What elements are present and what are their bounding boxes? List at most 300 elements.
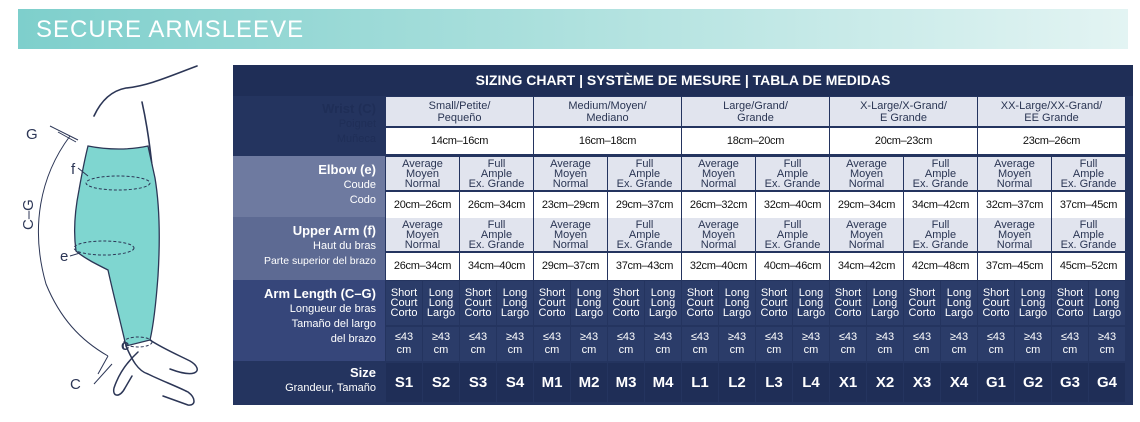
upper-arm-fit-header-line: Normal [848,238,885,251]
arm-length-range-line: ≤43 [1060,331,1080,343]
upper-arm-label-es: Parte superior del brazo [263,255,376,267]
c-tick [98,356,108,374]
upper-arm-fit-header-line: Moyen [849,228,884,241]
arm-length-type-line: Largo [722,307,752,319]
arm-length-range-line: cm [1062,344,1078,356]
arm-length-type-line: Largo [574,307,604,319]
wrist-size-group-name-line: Pequeño [437,111,482,124]
arm-length-type-line: Short [538,287,566,299]
arm-length-range-line: cm [951,344,967,356]
arm-length-type-line: Long [1094,297,1120,309]
arm-length-range [867,327,903,361]
upper-arm-fit-header-line: Moyen [553,228,588,241]
thumb-outline [114,352,138,395]
c-small-label: c [121,337,130,354]
arm-length-range-line: ≥43 [949,331,969,343]
size-code: X2 [867,363,903,402]
elbow-fit-header-line: Moyen [701,167,736,180]
arm-length-type-line: Corto [464,307,492,319]
arm-length-range [423,327,459,361]
size-code: S4 [497,363,533,402]
elbow-range: 29cm–37cm [608,192,681,218]
elbow-fit-header-line: Normal [996,177,1033,190]
arm-length-type-line: Long [428,287,454,299]
arm-length-type [830,281,866,325]
upper-arm-fit-header-line: Ample [480,228,513,241]
sizing-chart [233,65,1133,405]
elbow-range: 32cm–40cm [756,192,829,218]
elbow-range: 34cm–42cm [904,192,977,218]
arm-length-type [978,281,1014,325]
arm-length-range-line: ≤43 [838,331,858,343]
elbow-fit-header-line: Normal [848,177,885,190]
upper-arm-fit-header-line: Ex. Grande [912,238,969,251]
elbow-range: 23cm–29cm [534,192,607,218]
arm-length-type-line: Long [872,297,898,309]
arm-length-type-line: Corto [686,307,714,319]
size-code: L2 [719,363,755,402]
size-code: L3 [756,363,792,402]
elbow-fit-header-line: Full [931,157,950,170]
elbow-fit-header-line: Full [1079,157,1098,170]
size-code: M4 [645,363,681,402]
size-code: M3 [608,363,644,402]
cg-label: C–G [20,199,37,230]
arm-length-type [719,281,755,325]
upper-arm-fit-header-line: Ex. Grande [616,238,673,251]
elbow-fit-header-line: Moyen [997,167,1032,180]
elbow-fit-header-line: Moyen [553,167,588,180]
arm-length-range [534,327,570,361]
elbow-range: 37cm–45cm [1052,192,1125,218]
wrist-size-group-name-line: Small/Petite/ [428,99,491,112]
arm-length-type-line: Court [390,297,418,309]
upper-arm-fit-header-line: Average [994,218,1035,231]
arm-length-range-line: cm [470,344,486,356]
elbow-fit-header-line: Full [783,157,802,170]
elbow-fit-header-line: Ex. Grande [616,177,673,190]
chart-title: SIZING CHART | SYSTÈME DE MESURE | TABLA DE MEDIDAS [233,65,1133,96]
arm-length-type-line: Corto [908,307,936,319]
arm-length-type-line: Long [872,287,898,299]
elbow-fit-header [608,157,681,190]
arm-length-range-line: ≥43 [579,331,599,343]
arm-length-type-line: Largo [944,307,974,319]
arm-length-range [571,327,607,361]
wrist-range: 14cm–16cm [386,128,533,154]
wrist-size-group-name [682,97,829,126]
upper-arm-fit-header [756,218,829,251]
arm-length-range-line: ≤43 [542,331,562,343]
arm-length-range [1089,327,1125,361]
elbow-fit-header-line: Ample [628,167,661,180]
arm-length-type-line: Largo [1092,307,1122,319]
c-leader [94,364,112,384]
size-code: G2 [1015,363,1051,402]
arm-length-range-line: ≤43 [468,331,488,343]
shoulder-outline [94,66,197,116]
arm-length-label-es: Tamaño del largo [291,318,376,330]
arm-length-type-line: Long [798,287,824,299]
arm-length-range-line: cm [1025,344,1041,356]
wrist-size-group-name [534,97,681,126]
upper-arm-range: 34cm–40cm [460,253,533,280]
arm-length-type [460,281,496,325]
size-code: L1 [682,363,718,402]
upper-arm-fit-header [460,218,533,251]
arm-length-type-line: Court [834,297,862,309]
arm-length-range [978,327,1014,361]
wrist-label [233,101,383,147]
size-code: S2 [423,363,459,402]
upper-arm-fit-header [534,218,607,251]
wrist-size-group-name-line: X-Large/X-Grand/ [860,99,947,112]
size-code: X3 [904,363,940,402]
upper-arm-range: 26cm–34cm [386,253,459,280]
arm-length-type [1015,281,1051,325]
wrist-label-fr: Poignet [338,118,376,130]
arm-length-range [497,327,533,361]
wrist-label-es: Muñeca [336,133,376,145]
e-leader [70,253,80,256]
size-label-main: Size [349,365,376,380]
upper-arm-range: 29cm–37cm [534,253,607,280]
elbow-fit-header-line: Average [550,157,591,170]
arm-length-type-line: Short [834,287,862,299]
arm-length-type-line: Court [760,297,788,309]
elbow-fit-header-line: Ample [924,167,957,180]
arm-length-range [830,327,866,361]
arm-length-type [941,281,977,325]
arm-length-type-line: Short [390,287,418,299]
wrist-range: 18cm–20cm [682,128,829,154]
upper-arm-range: 37cm–43cm [608,253,681,280]
upper-arm-fit-header-line: Normal [700,238,737,251]
arm-length-range [1015,327,1051,361]
arm-length-label-es-2: del brazo [330,333,376,345]
arm-length-range-line: cm [618,344,634,356]
elbow-label [233,162,383,208]
arm-length-range [682,327,718,361]
arm-length-type [645,281,681,325]
upper-arm-fit-header-line: Ex. Grande [764,238,821,251]
arm-length-type [534,281,570,325]
elbow-fit-header [904,157,977,190]
upper-arm-fit-header [608,218,681,251]
arm-length-type-line: Largo [648,307,678,319]
wrist-range: 16cm–18cm [534,128,681,154]
upper-arm-fit-header-line: Full [487,218,506,231]
size-code: S1 [386,363,422,402]
arm-length-type-line: Long [650,287,676,299]
upper-arm-fit-header-line: Full [1079,218,1098,231]
elbow-range: 26cm–32cm [682,192,755,218]
wrist-range: 23cm–26cm [978,128,1125,154]
arm-length-type-line: Corto [982,307,1010,319]
elbow-label-es: Codo [349,194,376,206]
arm-length-range [941,327,977,361]
size-code: L4 [793,363,829,402]
wrist-range: 20cm–23cm [830,128,977,154]
arm-length-type-line: Long [724,287,750,299]
arm-length-range [719,327,755,361]
elbow-fit-header-line: Normal [404,177,441,190]
elbow-fit-header-line: Moyen [849,167,884,180]
elbow-label-main: Elbow (e) [318,162,376,177]
arm-length-type [756,281,792,325]
elbow-fit-header-line: Normal [552,177,589,190]
arm-length-type [497,281,533,325]
arm-length-type [793,281,829,325]
upper-arm-fit-header-line: Ex. Grande [1060,238,1117,251]
elbow-fit-header-line: Full [635,157,654,170]
upper-arm-fit-header-line: Moyen [701,228,736,241]
arm-length-range-line: cm [914,344,930,356]
arm-length-type-line: Long [576,297,602,309]
elbow-fit-header-line: Normal [700,177,737,190]
arm-length-type [1089,281,1125,325]
arm-length-range-line: ≥43 [505,331,525,343]
arm-length-range-line: ≥43 [727,331,747,343]
arm-length-range-line: ≥43 [875,331,895,343]
page-title: SECURE ARMSLEEVE [36,16,305,43]
upper-arm-fit-header-line: Moyen [405,228,440,241]
upper-arm-fit-header [386,218,459,251]
arm-length-type-line: Court [1056,297,1084,309]
upper-arm-fit-header-line: Full [635,218,654,231]
upper-arm-fit-header-line: Ample [628,228,661,241]
f-label: f [71,161,76,178]
size-code: X4 [941,363,977,402]
wrist-size-group-name-line: E Grande [879,111,928,124]
elbow-fit-header [460,157,533,190]
elbow-fit-header [756,157,829,190]
wrist-label-main: Wrist (C) [322,101,376,116]
arm-length-range-line: ≥43 [1023,331,1043,343]
elbow-fit-header-line: Ample [1072,167,1105,180]
upper-arm-label [233,223,383,269]
size-code: G4 [1089,363,1125,402]
arm-length-type-line: Long [1094,287,1120,299]
arm-length-type [904,281,940,325]
elbow-fit-header-line: Ex. Grande [1060,177,1117,190]
elbow-label-fr: Coude [343,179,376,191]
size-code: X1 [830,363,866,402]
wrist-size-group-name-line: XX-Large/XX-Grand/ [1000,99,1103,112]
wrist-size-group-name [386,97,533,126]
arm-length-range-line: ≥43 [653,331,673,343]
hand-outline [126,340,197,405]
arm-length-range-line: cm [988,344,1004,356]
arm-length-label-fr: Longueur de bras [289,303,376,315]
arm-length-range [793,327,829,361]
upper-arm-fit-header-line: Normal [996,238,1033,251]
arm-length-type-line: Long [502,287,528,299]
elbow-range: 20cm–26cm [386,192,459,218]
size-label-sub: Grandeur, Tamaño [285,382,376,394]
elbow-range: 29cm–34cm [830,192,903,218]
upper-arm-fit-header-line: Ample [1072,228,1105,241]
elbow-fit-header [978,157,1051,190]
arm-length-type [423,281,459,325]
arm-length-type-line: Short [982,287,1010,299]
arm-length-type-line: Corto [1056,307,1084,319]
arm-length-range-line: cm [507,344,523,356]
arm-length-type-line: Long [650,297,676,309]
upper-arm-range: 42cm–48cm [904,253,977,280]
elbow-fit-header-line: Average [698,157,739,170]
elbow-fit-header-line: Full [487,157,506,170]
arm-length-type-line: Short [908,287,936,299]
arm-diagram [0,58,230,418]
arm-length-type-line: Corto [390,307,418,319]
arm-length-type-line: Long [428,297,454,309]
elbow-fit-header-line: Average [402,157,443,170]
size-label [233,365,383,396]
arm-length-type-line: Court [538,297,566,309]
upper-arm-range: 32cm–40cm [682,253,755,280]
arm-length-type-line: Short [686,287,714,299]
arm-length-range-line: cm [803,344,819,356]
upper-arm-fit-header-line: Normal [404,238,441,251]
arm-length-range-line: ≥43 [431,331,451,343]
arm-length-range [460,327,496,361]
upper-arm-fit-header-line: Full [931,218,950,231]
arm-length-type [386,281,422,325]
arm-length-type-line: Court [686,297,714,309]
arm-length-type-line: Largo [500,307,530,319]
wrist-size-group-name [830,97,977,126]
upper-arm-fit-header-line: Average [698,218,739,231]
arm-length-type-line: Largo [870,307,900,319]
arm-length-label-main: Arm Length (C–G) [264,286,376,301]
upper-arm-fit-header-line: Moyen [997,228,1032,241]
g-leader [50,126,78,140]
arm-length-type-line: Court [908,297,936,309]
arm-length-type-line: Long [946,287,972,299]
arm-length-range-line: ≤43 [690,331,710,343]
arm-length-range [645,327,681,361]
upper-arm-fit-header-line: Ex. Grande [468,238,525,251]
arm-length-range-line: cm [729,344,745,356]
upper-arm-range: 40cm–46cm [756,253,829,280]
upper-arm-fit-header-line: Full [783,218,802,231]
arm-length-type-line: Court [464,297,492,309]
elbow-fit-header-line: Average [846,157,887,170]
size-code: G1 [978,363,1014,402]
arm-length-type-line: Long [798,297,824,309]
elbow-fit-header [830,157,903,190]
arm-length-range-line: ≥43 [801,331,821,343]
upper-arm-fit-header [682,218,755,251]
arm-length-type-line: Corto [612,307,640,319]
arm-length-type [608,281,644,325]
upper-arm-fit-header-line: Normal [552,238,589,251]
arm-length-range-line: ≤43 [986,331,1006,343]
upper-arm-label-main: Upper Arm (f) [292,223,376,238]
arm-length-type-line: Long [1020,297,1046,309]
size-code: M2 [571,363,607,402]
elbow-fit-header [534,157,607,190]
arm-length-range [608,327,644,361]
arm-length-range-line: ≤43 [764,331,784,343]
arm-length-type [682,281,718,325]
arm-length-type-line: Long [576,287,602,299]
wrist-size-group-name-line: Grande [737,111,774,124]
arm-length-type [867,281,903,325]
size-code: M1 [534,363,570,402]
arm-length-type-line: Largo [426,307,456,319]
arm-length-type-line: Court [612,297,640,309]
elbow-range: 32cm–37cm [978,192,1051,218]
arm-length-range-line: ≥43 [1097,331,1117,343]
arm-length-range-line: cm [581,344,597,356]
arm-length-range [386,327,422,361]
wrist-size-group-name-line: Medium/Moyen/ [568,99,647,112]
arm-length-range-line: cm [840,344,856,356]
arm-length-range [756,327,792,361]
upper-arm-range: 37cm–45cm [978,253,1051,280]
elbow-fit-header-line: Ex. Grande [912,177,969,190]
c-label: C [70,376,81,393]
elbow-fit-header-line: Ample [480,167,513,180]
elbow-fit-header [386,157,459,190]
arm-length-range-line: cm [655,344,671,356]
elbow-fit-header-line: Average [994,157,1035,170]
upper-arm-fit-header [904,218,977,251]
upper-arm-range: 34cm–42cm [830,253,903,280]
arm-length-range [1052,327,1088,361]
header-banner [18,9,1128,49]
upper-arm-fit-header-line: Ample [776,228,809,241]
arm-length-type [1052,281,1088,325]
arm-length-type-line: Long [946,297,972,309]
wrist-size-group-name-line: Large/Grand/ [723,99,788,112]
arm-length-type-line: Short [612,287,640,299]
size-code: S3 [460,363,496,402]
arm-length-range [904,327,940,361]
arm-length-type-line: Largo [1018,307,1048,319]
arm-length-type-line: Court [982,297,1010,309]
arm-length-range-line: cm [1099,344,1115,356]
g-label: G [26,126,38,143]
upper-arm-fit-header-line: Ample [924,228,957,241]
elbow-fit-header-line: Ex. Grande [764,177,821,190]
elbow-fit-header [682,157,755,190]
arm-length-range-line: ≤43 [616,331,636,343]
arm-length-range-line: cm [877,344,893,356]
arm-length-type-line: Corto [538,307,566,319]
upper-arm-fit-header [978,218,1051,251]
arm-length-range-line: ≤43 [912,331,932,343]
upper-arm-range: 45cm–52cm [1052,253,1125,280]
upper-arm-fit-header-line: Average [402,218,443,231]
arm-length-range-line: cm [766,344,782,356]
upper-arm-label-fr: Haut du bras [313,240,376,252]
upper-arm-fit-header [830,218,903,251]
arm-length-range-line: cm [544,344,560,356]
arm-length-type-line: Short [760,287,788,299]
arm-length-type-line: Short [464,287,492,299]
elbow-fit-header-line: Ample [776,167,809,180]
arm-length-type [571,281,607,325]
e-label: e [60,248,69,265]
arm-length-range-line: cm [692,344,708,356]
arm-length-range-line: cm [433,344,449,356]
wrist-size-group-name-line: EE Grande [1024,111,1079,124]
arm-length-range-line: ≤43 [394,331,414,343]
arm-length-type-line: Corto [760,307,788,319]
